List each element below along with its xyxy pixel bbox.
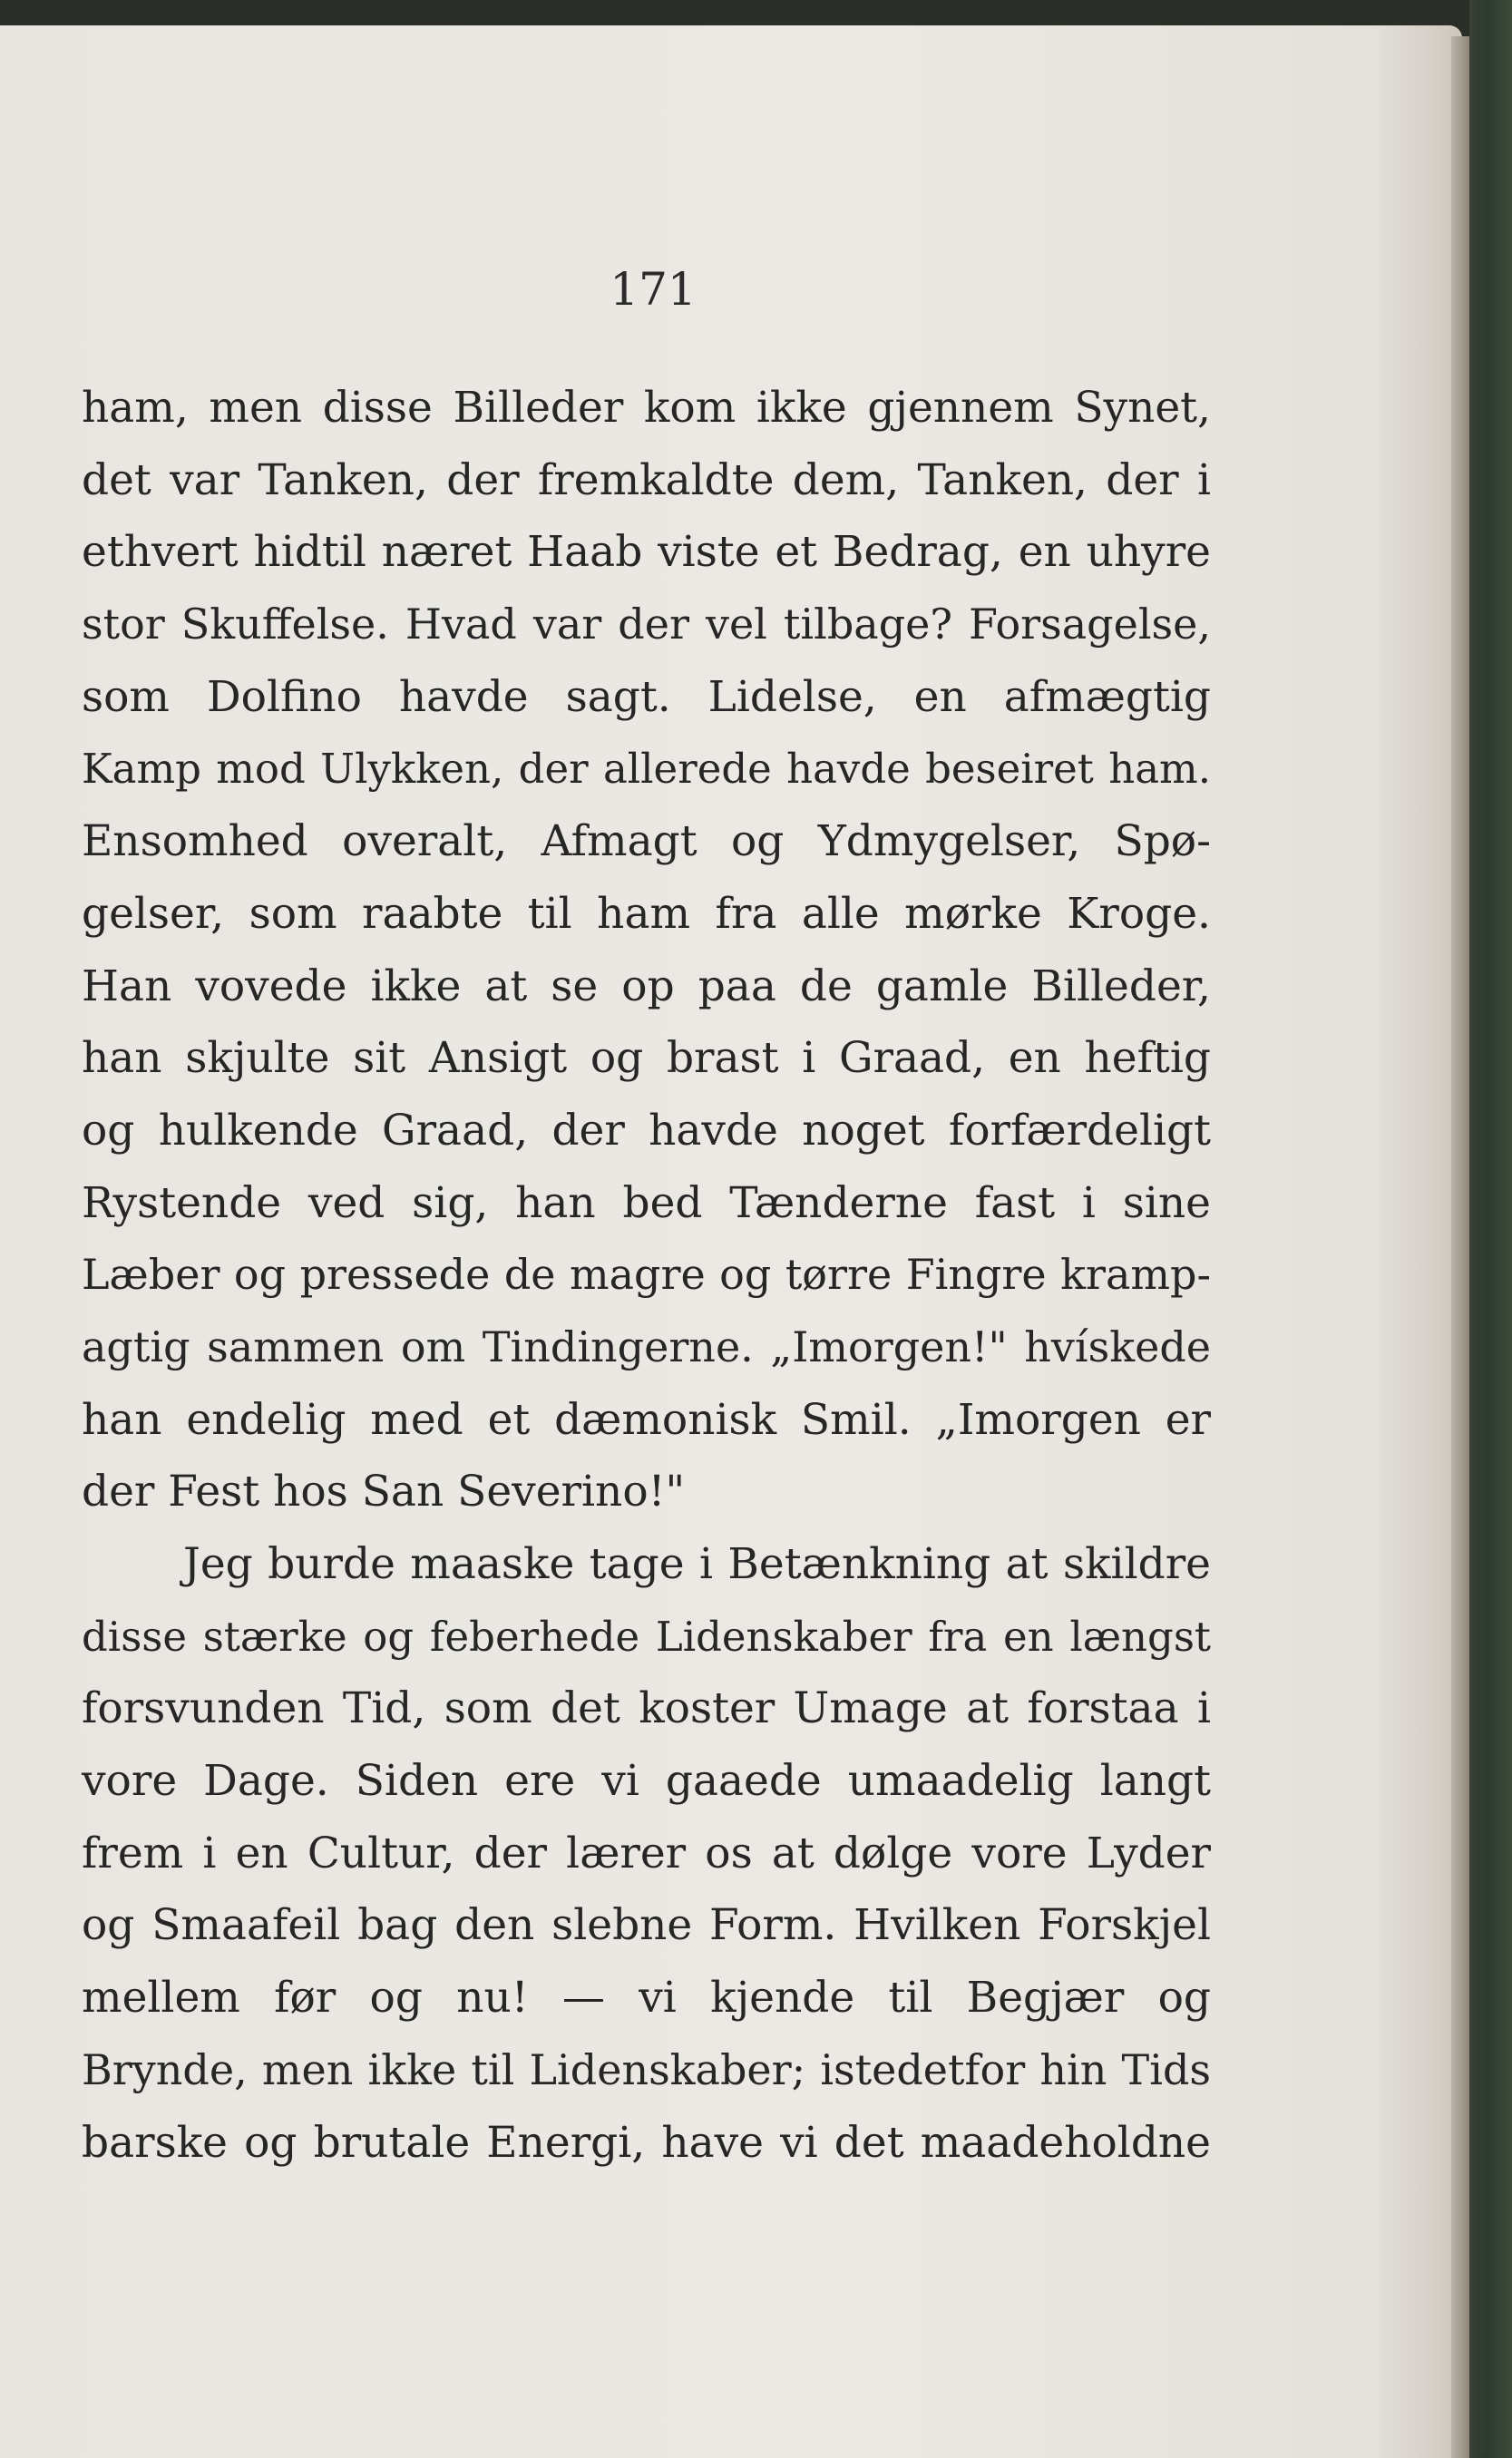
text-line: ethvert hidtil næret Haab viste et Bedrag, en uhyre	[82, 527, 1211, 578]
text-line: Kamp mod Ulykken, der allerede havde beseiret ham.	[82, 745, 1211, 794]
text-line: Han vovede ikke at se op paa de gamle Billeder,	[82, 961, 1211, 1011]
text-line: ham, men disse Billeder kom ikke gjennem Synet,	[82, 383, 1211, 433]
text-line: Rystende ved sig, han bed Tænderne fast i sine	[82, 1177, 1211, 1228]
text-line: og hulkende Graad, der havde noget forfærdeligt	[82, 1105, 1211, 1156]
text-line: forsvunden Tid, som det koster Umage at forstaa i	[82, 1683, 1211, 1734]
text-line: barske og brutale Energi, have vi det maadeholdne	[82, 2117, 1211, 2168]
text-line: frem i en Cultur, der lærer os at dølge vore Lyder	[82, 1828, 1211, 1878]
page-number: 171	[610, 263, 697, 316]
text-line: han endelig med et dæmonisk Smil. „Imorgen er	[82, 1394, 1211, 1445]
text-line: det var Tanken, der fremkaldte dem, Tanken, der i	[82, 454, 1211, 505]
text-line: som Dolfino havde sagt. Lidelse, en afmægtig	[82, 671, 1211, 722]
text-line: gelser, som raabte til ham fra alle mørke Kroge.	[82, 888, 1211, 939]
text-line: han skjulte sit Ansigt og brast i Graad, en heftig	[82, 1033, 1211, 1084]
text-line: Brynde, men ikke til Lidenskaber; istedetfor hin Tids	[82, 2044, 1211, 2094]
text-line: agtig sammen om Tindingerne. „Imorgen!" hvískede	[82, 1322, 1211, 1371]
text-line: der Fest hos San Severino!"	[82, 1467, 686, 1517]
text-line: Læber og pressede de magre og tørre Fingre kramp-	[82, 1250, 1211, 1300]
text-line: Ensomhed overalt, Afmagt og Ydmygelser, Spø-	[82, 816, 1211, 867]
book-spine	[1469, 0, 1512, 2458]
page-edge	[1451, 36, 1469, 2458]
text-line: disse stærke og feberhede Lidenskaber fra en længst	[82, 1612, 1211, 1661]
text-block	[82, 372, 1211, 2179]
text-line: mellem før og nu! — vi kjende til Begjær og	[82, 1973, 1211, 2024]
text-line: stor Skuffelse. Hvad var der vel tilbage? Forsagelse,	[82, 600, 1211, 649]
text-line: og Smaafeil bag den slebne Form. Hvilken Forskjel	[82, 1900, 1211, 1951]
text-line: vore Dage. Siden ere vi gaaede umaadelig langt	[82, 1756, 1211, 1807]
text-line: Jeg burde maaske tage i Betænkning at skildre	[183, 1539, 1211, 1589]
